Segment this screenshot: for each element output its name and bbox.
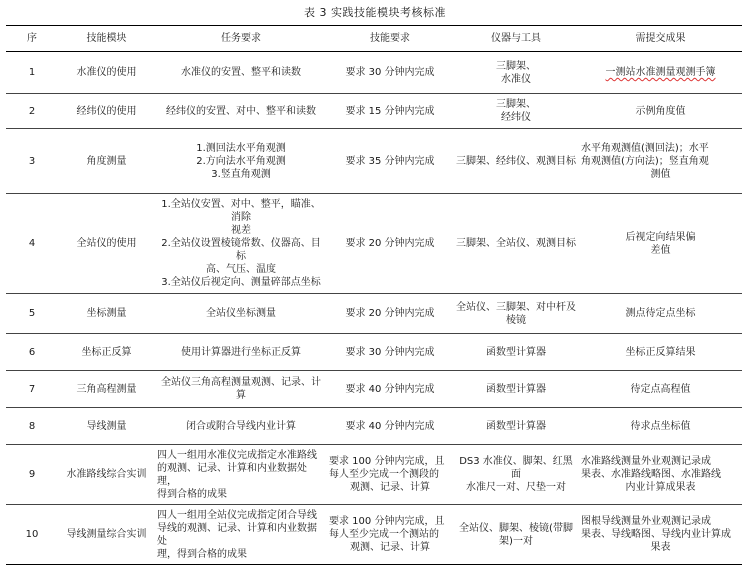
header-skill: 技能要求: [327, 26, 453, 52]
cell-module: 水准仪的使用: [58, 52, 155, 94]
table-row: [6, 129, 742, 194]
cell-module: 坐标正反算: [58, 334, 155, 371]
cell-result: 图根导线测量外业观测记录成 果表、导线略图、导线内业计算成 果表: [579, 505, 742, 565]
cell-tools: 三脚架、 经纬仪: [453, 94, 579, 129]
cell-module: 全站仪的使用: [58, 194, 155, 294]
table-row: [6, 194, 742, 294]
header-module: 技能模块: [58, 26, 155, 52]
cell-module: 三角高程测量: [58, 371, 155, 408]
cell-tools: DS3 水准仪、脚架、红黑面 水准尺一对、尺垫一对: [453, 445, 579, 505]
cell-task: 经纬仪的安置、对中、整平和读数: [155, 94, 327, 129]
cell-result: 水平角观测值(测回法)；水平 角观测值(方向法)；竖直角观 测值: [579, 129, 742, 194]
table-caption: 表 3 实践技能模块考核标准: [304, 6, 446, 19]
cell-module: 角度测量: [58, 129, 155, 194]
cell-skill: 要求 100 分钟内完成，且 每人至少完成一个测站的 观测、记录、计算: [327, 505, 453, 565]
cell-result: 坐标正反算结果: [579, 334, 742, 371]
cell-module: 经纬仪的使用: [58, 94, 155, 129]
cell-tools: 函数型计算器: [453, 371, 579, 408]
cell-tools: 函数型计算器: [453, 408, 579, 445]
cell-skill: 要求 30 分钟内完成: [327, 52, 453, 94]
cell-tools: 全站仪、三脚架、对中杆及 棱镜: [453, 294, 579, 334]
cell-tools: 三脚架、经纬仪、观测目标: [453, 129, 579, 194]
table-row: [6, 334, 742, 371]
cell-skill: 要求 20 分钟内完成: [327, 194, 453, 294]
cell-no: 3: [6, 129, 58, 194]
cell-module: 坐标测量: [58, 294, 155, 334]
cell-task: 全站仪三角高程测量观测、记录、计算: [155, 371, 327, 408]
cell-no: 1: [6, 52, 58, 94]
cell-task: 四人一组用水准仪完成指定水准路线 的观测、记录、计算和内业数据处理， 得到合格的成果: [155, 445, 327, 505]
cell-task: 四人一组用全站仪完成指定闭合导线 导线的观测、记录、计算和内业数据处 理，得到合格的成果: [155, 505, 327, 565]
cell-task: 使用计算器进行坐标正反算: [155, 334, 327, 371]
cell-task: 1.测回法水平角观测 2.方向法水平角观测 3.竖直角观测: [155, 129, 327, 194]
cell-result: 一测站水准测量观测手簿: [579, 52, 742, 94]
cell-result: 待求点坐标值: [579, 408, 742, 445]
header-result: 需提交成果: [579, 26, 742, 52]
cell-no: 2: [6, 94, 58, 129]
cell-task: 水准仪的安置、整平和读数: [155, 52, 327, 94]
table-row: [6, 294, 742, 334]
cell-tools: 全站仪、脚架、棱镜(带脚 架)一对: [453, 505, 579, 565]
cell-no: 4: [6, 194, 58, 294]
cell-skill: 要求 40 分钟内完成: [327, 371, 453, 408]
cell-task: 1.全站仪安置、对中、整平，瞄准、消除 视差 2.全站仪设置棱镜常数、仪器高、目标 高、气压、温度 3.全站仪后视定向、测量碎部点坐标: [155, 194, 327, 294]
table-header-row: [6, 26, 742, 52]
cell-result: 示例角度值: [579, 94, 742, 129]
cell-skill: 要求 20 分钟内完成: [327, 294, 453, 334]
cell-no: 10: [6, 505, 58, 565]
cell-result: 测点待定点坐标: [579, 294, 742, 334]
cell-no: 6: [6, 334, 58, 371]
assessment-table: [6, 25, 742, 565]
cell-no: 9: [6, 445, 58, 505]
cell-tools: 三脚架、 水准仪: [453, 52, 579, 94]
cell-tools: 函数型计算器: [453, 334, 579, 371]
cell-module: 导线测量综合实训: [58, 505, 155, 565]
cell-skill: 要求 35 分钟内完成: [327, 129, 453, 194]
header-task: 任务要求: [155, 26, 327, 52]
header-tools: 仪器与工具: [453, 26, 579, 52]
cell-skill: 要求 30 分钟内完成: [327, 334, 453, 371]
cell-no: 7: [6, 371, 58, 408]
table-row: [6, 505, 742, 565]
table-row: [6, 94, 742, 129]
cell-module: 水准路线综合实训: [58, 445, 155, 505]
cell-skill: 要求 15 分钟内完成: [327, 94, 453, 129]
cell-skill: 要求 100 分钟内完成，且 每人至少完成一个测段的 观测、记录、计算: [327, 445, 453, 505]
header-no: 序: [6, 26, 58, 52]
cell-result: 后视定向结果偏 差值: [579, 194, 742, 294]
table-row: [6, 371, 742, 408]
cell-task: 全站仪坐标测量: [155, 294, 327, 334]
cell-no: 5: [6, 294, 58, 334]
cell-no: 8: [6, 408, 58, 445]
table-row: [6, 408, 742, 445]
cell-tools: 三脚架、全站仪、观测目标: [453, 194, 579, 294]
cell-module: 导线测量: [58, 408, 155, 445]
table-row: [6, 52, 742, 94]
cell-task: 闭合或附合导线内业计算: [155, 408, 327, 445]
cell-result: 待定点高程值: [579, 371, 742, 408]
table-row: [6, 445, 742, 505]
cell-skill: 要求 40 分钟内完成: [327, 408, 453, 445]
cell-result: 水准路线测量外业观测记录成 果表、水准路线略图、水准路线 内业计算成果表: [579, 445, 742, 505]
